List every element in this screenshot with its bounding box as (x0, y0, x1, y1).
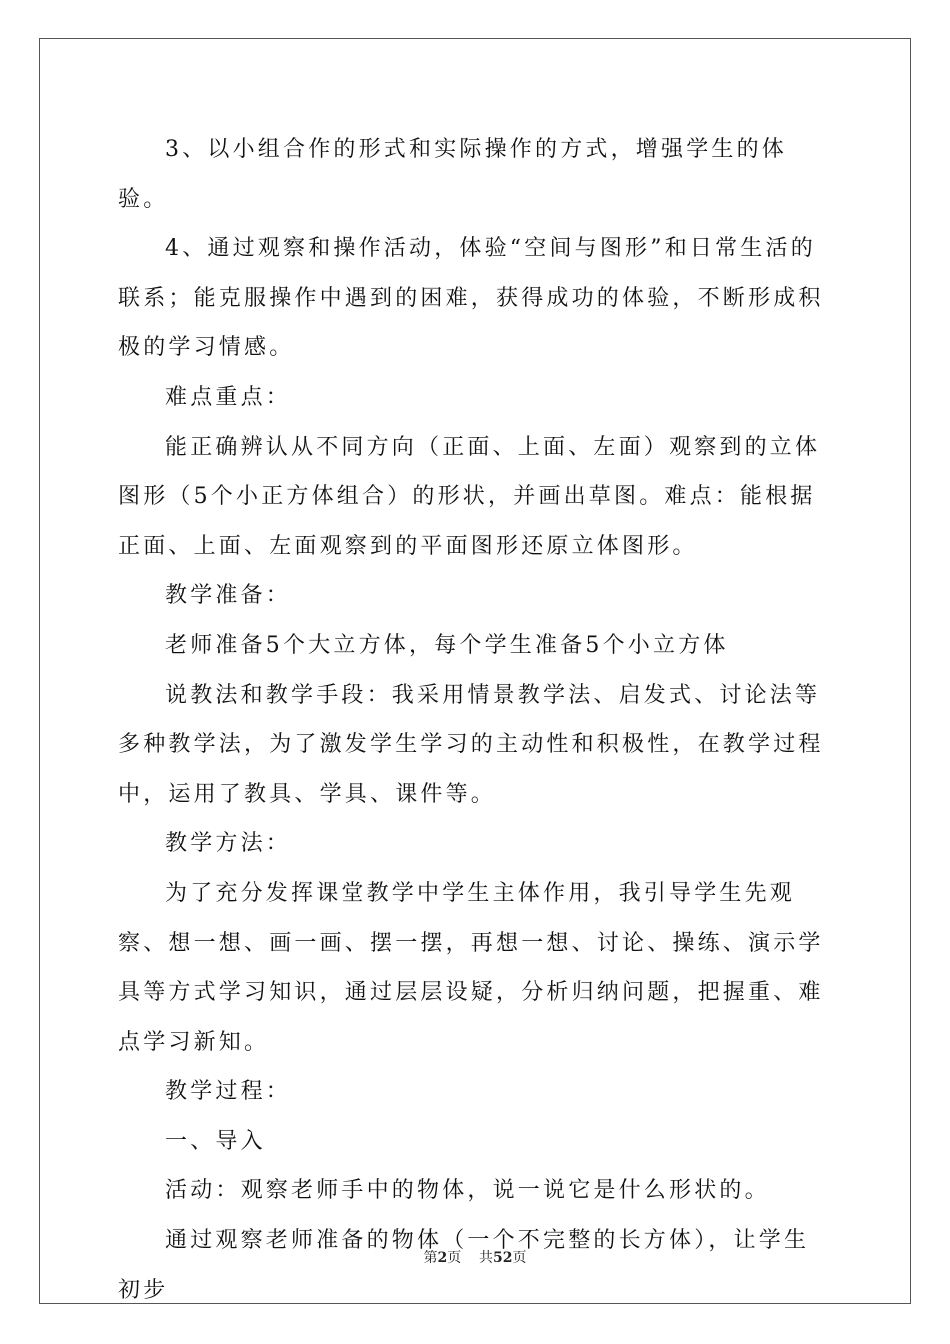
page-prefix: 第 (423, 1250, 438, 1266)
page-total-number: 52 (493, 1250, 513, 1266)
paragraph: 3、以小组合作的形式和实际操作的方式，增强学生的体验。 (118, 137, 787, 212)
paragraph: 4、通过观察和操作活动，体验“空间与图形”和日常生活的联系；能克服操作中遇到的困难，获得成功的体验，不断形成积极的学习情感。 (118, 236, 824, 361)
section-heading: 教学过程： (165, 1079, 292, 1105)
section-heading: 教学准备： (165, 583, 292, 609)
page-mid-text: 页 共 (447, 1250, 494, 1266)
paragraph: 说教法和教学手段：我采用情景教学法、启发式、讨论法等多种教学法，为了激发学生学习的主动性和积极性，在教学过程中，运用了教具、学具、课件等。 (118, 682, 824, 807)
document-body (118, 125, 834, 1315)
paragraph: 通过观察老师准备的物体（一个不完整的长方体），让学生初步 (118, 1228, 810, 1303)
paragraph: 为了充分发挥课堂教学中学生主体作用，我引导学生先观察、想一想、画一画、摆一摆，再想一想、讨论、操练、演示学具等方式学习知识，通过层层设疑，分析归纳问题，把握重、难点学习新知。 (118, 880, 824, 1055)
page-current-number: 2 (437, 1250, 448, 1266)
sub-heading: 一、导入 (165, 1128, 266, 1154)
page-suffix: 页 (512, 1250, 527, 1266)
section-heading: 教学方法： (165, 831, 292, 857)
paragraph: 能正确辨认从不同方向（正面、上面、左面）观察到的立体图形（5个小正方体组合）的形状，并画出草图。难点：能根据正面、上面、左面观察到的平面图形还原立体图形。 (118, 434, 821, 559)
paragraph: 老师准备5个大立方体，每个学生准备5个小立方体 (165, 632, 729, 658)
page-footer (0, 1249, 950, 1267)
section-heading: 难点重点： (165, 384, 292, 410)
paragraph: 活动：观察老师手中的物体，说一说它是什么形状的。 (165, 1178, 770, 1204)
